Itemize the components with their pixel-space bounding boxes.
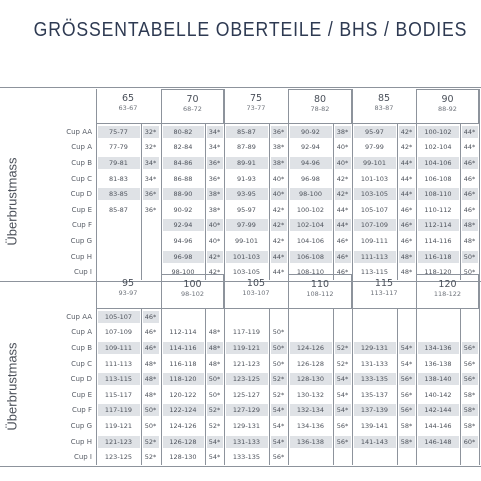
- band-size: 105: [246, 278, 266, 289]
- underbust-range: 78-82: [310, 105, 330, 113]
- overbust-range: 108-110: [424, 190, 452, 199]
- eu-size: 34*: [208, 127, 221, 136]
- cup-label: Cup E: [71, 205, 92, 214]
- overbust-range: 119-121: [104, 422, 133, 430]
- underbust-range: 88-92: [438, 105, 457, 113]
- cup-label: Cup I: [73, 268, 92, 277]
- overbust-range: 106-108: [424, 174, 452, 183]
- overbust-range: 86-88: [173, 174, 193, 183]
- eu-size: 32*: [144, 143, 157, 152]
- cup-label: Cup F: [71, 406, 92, 415]
- overbust-range: 98-100: [171, 268, 195, 277]
- overbust-range: 89-91: [237, 159, 256, 167]
- overbust-range: 87-89: [237, 143, 256, 152]
- overbust-range: 111-113: [104, 359, 133, 368]
- overbust-range: 111-113: [360, 252, 389, 261]
- page-title: GRÖSSENTABELLE OBERTEILE / BHS / BODIES: [33, 18, 468, 41]
- overbust-range: 122-124: [169, 406, 197, 415]
- band-size: 90: [441, 94, 454, 105]
- overbust-range: 94-96: [301, 159, 320, 167]
- eu-size: 44*: [272, 252, 285, 261]
- eu-size: 56*: [272, 453, 285, 462]
- eu-size: 52*: [208, 406, 221, 415]
- eu-size: 54*: [208, 437, 221, 446]
- eu-size: 42*: [208, 252, 221, 261]
- overbust-range: 117-119: [232, 328, 261, 337]
- overbust-range: 113-115: [104, 375, 133, 384]
- overbust-range: 109-111: [104, 344, 133, 352]
- overbust-range: 121-123: [232, 359, 261, 368]
- underbust-range: 83-87: [374, 104, 394, 112]
- eu-size: 54*: [336, 406, 349, 415]
- size-header: [352, 89, 416, 124]
- underbust-range: 68-72: [183, 105, 202, 113]
- eu-size: 44*: [272, 268, 285, 277]
- overbust-range: 117-119: [104, 406, 133, 415]
- overbust-range: 75-77: [109, 127, 128, 136]
- size-header: [224, 274, 288, 309]
- eu-size: 60*: [463, 437, 476, 446]
- eu-size: 52*: [208, 422, 221, 430]
- overbust-range: 101-103: [360, 174, 389, 183]
- eu-size: 48*: [208, 328, 221, 337]
- cup-label: Cup A: [71, 328, 92, 337]
- overbust-range: 90-92: [301, 127, 320, 136]
- eu-size: 36*: [272, 127, 285, 136]
- overbust-range: 128-130: [296, 375, 325, 384]
- overbust-range: 110-112: [424, 205, 452, 214]
- overbust-range: 99-101: [234, 237, 259, 245]
- eu-size: 44*: [463, 143, 476, 152]
- eu-size: 36*: [208, 174, 221, 183]
- cup-label: Cup E: [71, 390, 92, 399]
- overbust-range: 100-102: [296, 205, 325, 214]
- overbust-range: 95-97: [365, 127, 384, 136]
- overbust-range: 107-109: [360, 221, 389, 230]
- overbust-range: 108-110: [296, 268, 325, 277]
- eu-size: 50*: [463, 252, 476, 261]
- eu-size: 48*: [400, 268, 413, 277]
- overbust-range: 101-103: [232, 252, 261, 261]
- overbust-range: 112-114: [424, 221, 452, 230]
- band-size: 75: [249, 93, 263, 104]
- size-header: [416, 89, 479, 124]
- overbust-range: 120-122: [169, 390, 197, 399]
- cup-label: Cup D: [70, 375, 92, 384]
- overbust-range: 124-126: [169, 422, 197, 430]
- eu-size: 56*: [463, 359, 476, 368]
- eu-size: 48*: [208, 359, 221, 368]
- overbust-range: 88-90: [173, 190, 193, 199]
- overbust-range: 96-98: [173, 252, 193, 261]
- eu-size: 50*: [208, 390, 221, 399]
- underbust-range: 103-107: [242, 289, 270, 297]
- size-header: [352, 274, 416, 309]
- overbust-range: 83-85: [109, 190, 128, 199]
- eu-size: 42*: [208, 268, 221, 277]
- band-size: 115: [374, 278, 394, 289]
- eu-size: 58*: [463, 406, 476, 415]
- eu-size: 36*: [144, 205, 157, 214]
- eu-size: 50*: [144, 406, 157, 415]
- table-row: [0, 419, 481, 433]
- overbust-range: 99-101: [362, 159, 387, 167]
- overbust-range: 106-108: [296, 252, 325, 261]
- overbust-range: 128-130: [169, 453, 197, 462]
- overbust-range: 102-104: [296, 221, 325, 230]
- overbust-range: 132-134: [296, 406, 325, 415]
- eu-size: 52*: [272, 375, 285, 384]
- eu-size: 52*: [336, 359, 349, 368]
- table-separator: [0, 87, 481, 88]
- eu-size: 38*: [208, 205, 221, 214]
- band-size: 100: [183, 279, 202, 290]
- eu-size: 44*: [400, 190, 413, 199]
- band-size: 120: [438, 279, 457, 290]
- overbust-range: 107-109: [104, 328, 133, 337]
- eu-size: 46*: [144, 328, 157, 337]
- eu-size: 54*: [272, 406, 285, 415]
- overbust-range: 93-95: [237, 190, 256, 199]
- eu-size: 42*: [272, 205, 285, 214]
- eu-size: 34*: [144, 174, 157, 183]
- eu-size: 46*: [463, 205, 476, 214]
- overbust-range: 105-107: [360, 205, 389, 214]
- eu-size: 50*: [463, 268, 476, 277]
- eu-size: 54*: [400, 359, 413, 368]
- eu-size: 46*: [400, 237, 413, 245]
- band-size: 95: [121, 278, 135, 289]
- overbust-range: 85-87: [237, 127, 256, 136]
- eu-size: 50*: [272, 328, 285, 337]
- eu-size: 36*: [144, 190, 157, 199]
- overbust-range: 133-135: [360, 375, 389, 384]
- eu-size: 40*: [336, 159, 349, 167]
- eu-size: 44*: [336, 221, 349, 230]
- eu-size: 42*: [272, 221, 285, 230]
- cup-label: Cup G: [70, 422, 92, 430]
- eu-size: 56*: [400, 406, 413, 415]
- underbust-range: 98-102: [180, 290, 205, 298]
- overbust-range: 90-92: [173, 205, 193, 214]
- table-bottom-rule: [0, 466, 481, 467]
- table-row: [0, 172, 481, 186]
- overbust-range: 80-82: [173, 127, 193, 136]
- eu-size: 48*: [208, 344, 221, 352]
- overbust-range: 136-138: [424, 359, 452, 368]
- table-row: [0, 325, 481, 339]
- underbust-range: 63-67: [118, 104, 138, 112]
- eu-size: 38*: [272, 143, 285, 152]
- eu-size: 40*: [336, 143, 349, 152]
- overbust-range: 131-133: [360, 359, 389, 368]
- cup-label: Cup I: [73, 453, 92, 462]
- eu-size: 56*: [400, 390, 413, 399]
- cup-label: Cup A: [71, 143, 92, 152]
- overbust-range: 105-107: [104, 312, 133, 321]
- overbust-range: 126-128: [296, 359, 325, 368]
- eu-size: 42*: [400, 127, 413, 136]
- table-row: [0, 450, 481, 464]
- eu-size: 38*: [336, 127, 349, 136]
- cup-label: Cup AA: [66, 127, 92, 136]
- eu-size: 52*: [144, 453, 157, 462]
- overbust-range: 135-137: [360, 390, 389, 399]
- eu-size: 58*: [463, 390, 476, 399]
- size-header: [96, 89, 160, 124]
- table-row: [0, 435, 481, 449]
- cup-label: Cup B: [71, 159, 92, 167]
- eu-size: 56*: [336, 422, 349, 430]
- table-row: [0, 187, 481, 201]
- cup-label: Cup C: [71, 359, 92, 368]
- cup-label: Cup AA: [66, 312, 92, 321]
- eu-size: 48*: [144, 359, 157, 368]
- eu-size: 54*: [336, 375, 349, 384]
- overbust-range: 102-104: [424, 143, 452, 152]
- eu-size: 46*: [400, 205, 413, 214]
- overbust-range: 142-144: [424, 406, 452, 415]
- eu-size: 52*: [144, 437, 157, 446]
- overbust-range: 77-79: [109, 143, 128, 152]
- overbust-range: 116-118: [169, 359, 197, 368]
- table-row: [0, 310, 481, 324]
- eu-size: 42*: [336, 174, 349, 183]
- overbust-range: 79-81: [109, 159, 128, 167]
- table-row: [0, 403, 481, 417]
- eu-size: 54*: [272, 422, 285, 430]
- eu-size: 38*: [208, 190, 221, 199]
- overbust-range: 115-117: [104, 390, 133, 399]
- overbust-range: 116-118: [424, 252, 452, 261]
- table-row: [0, 140, 481, 154]
- overbust-range: 146-148: [424, 437, 452, 446]
- overbust-range: 114-116: [169, 344, 197, 352]
- overbust-range: 112-114: [169, 328, 197, 337]
- eu-size: 46*: [400, 221, 413, 230]
- overbust-range: 123-125: [232, 375, 261, 384]
- cup-label: Cup B: [71, 344, 92, 352]
- overbust-range: 96-98: [301, 174, 320, 183]
- eu-size: 44*: [400, 159, 413, 167]
- eu-size: 50*: [208, 375, 221, 384]
- cup-label: Cup G: [70, 237, 92, 245]
- band-size: 85: [377, 93, 391, 104]
- eu-size: 56*: [336, 437, 349, 446]
- table-row: [0, 372, 481, 386]
- underbust-range: 118-122: [433, 290, 462, 298]
- overbust-range: 98-100: [298, 190, 323, 199]
- eu-size: 46*: [144, 312, 157, 321]
- size-header: [288, 89, 352, 124]
- eu-size: 46*: [463, 190, 476, 199]
- cup-label: Cup H: [70, 437, 92, 446]
- overbust-range: 131-133: [232, 437, 261, 446]
- overbust-range: 141-143: [360, 437, 389, 446]
- eu-size: 46*: [463, 159, 476, 167]
- eu-size: 44*: [463, 127, 476, 136]
- size-header: [416, 274, 479, 309]
- table-row: [0, 341, 481, 355]
- eu-size: 52*: [336, 344, 349, 352]
- eu-size: 36*: [208, 159, 221, 167]
- eu-size: 50*: [272, 344, 285, 352]
- cup-label: Cup H: [70, 252, 92, 261]
- side-label: Überbrustmass: [4, 342, 20, 431]
- overbust-range: 103-105: [360, 190, 389, 199]
- overbust-range: 97-99: [365, 143, 384, 152]
- eu-size: 50*: [272, 359, 285, 368]
- table-row: [0, 125, 481, 139]
- overbust-range: 109-111: [360, 237, 389, 245]
- overbust-range: 130-132: [296, 390, 325, 399]
- eu-size: 54*: [336, 390, 349, 399]
- eu-size: 48*: [463, 221, 476, 230]
- cup-label: Cup F: [71, 221, 92, 230]
- side-label: Überbrustmass: [4, 157, 20, 246]
- eu-size: 42*: [272, 237, 285, 245]
- size-header: [161, 89, 224, 124]
- eu-size: 48*: [144, 390, 157, 399]
- eu-size: 44*: [400, 174, 413, 183]
- table-row: [0, 357, 481, 371]
- table-row: [0, 250, 481, 264]
- overbust-range: 137-139: [360, 406, 389, 415]
- band-size: 70: [186, 94, 199, 105]
- overbust-range: 134-136: [424, 344, 452, 352]
- overbust-range: 119-121: [232, 344, 261, 352]
- overbust-range: 113-115: [360, 268, 389, 277]
- overbust-range: 125-127: [232, 390, 261, 399]
- eu-size: 42*: [336, 190, 349, 199]
- overbust-range: 144-146: [424, 422, 452, 430]
- overbust-range: 95-97: [237, 205, 256, 214]
- eu-size: 40*: [208, 237, 221, 245]
- eu-size: 50*: [144, 422, 157, 430]
- overbust-range: 81-83: [109, 174, 128, 183]
- overbust-range: 136-138: [296, 437, 325, 446]
- cup-label: Cup C: [71, 174, 92, 183]
- overbust-range: 82-84: [173, 143, 193, 152]
- overbust-range: 127-129: [232, 406, 261, 415]
- overbust-range: 129-131: [360, 344, 389, 352]
- underbust-range: 93-97: [118, 289, 138, 297]
- overbust-range: 92-94: [173, 221, 193, 230]
- overbust-range: 129-131: [232, 422, 261, 430]
- underbust-range: 113-117: [370, 289, 398, 297]
- table-row: [0, 156, 481, 170]
- overbust-range: 124-126: [296, 344, 325, 352]
- band-size: 110: [310, 279, 330, 290]
- overbust-range: 138-140: [424, 375, 452, 384]
- size-header: [161, 274, 224, 309]
- size-header: [224, 89, 288, 124]
- eu-size: 46*: [463, 174, 476, 183]
- eu-size: 58*: [400, 437, 413, 446]
- eu-size: 48*: [463, 237, 476, 245]
- band-size: 65: [121, 93, 135, 104]
- table-row: [0, 203, 481, 217]
- overbust-range: 104-106: [296, 237, 325, 245]
- table-row: [0, 388, 481, 402]
- eu-size: 38*: [272, 159, 285, 167]
- table-row: [0, 218, 481, 232]
- underbust-range: 108-112: [306, 290, 334, 298]
- band-size: 80: [313, 94, 327, 105]
- eu-size: 48*: [400, 252, 413, 261]
- eu-size: 56*: [463, 344, 476, 352]
- eu-size: 40*: [272, 190, 285, 199]
- overbust-range: 114-116: [424, 237, 452, 245]
- eu-size: 46*: [336, 237, 349, 245]
- eu-size: 34*: [208, 143, 221, 152]
- eu-size: 48*: [144, 375, 157, 384]
- eu-size: 46*: [144, 344, 157, 352]
- overbust-range: 121-123: [104, 437, 133, 446]
- size-header: [96, 274, 160, 309]
- table-row: [0, 234, 481, 248]
- overbust-range: 118-120: [424, 268, 452, 277]
- overbust-range: 126-128: [169, 437, 197, 446]
- cup-label: Cup D: [70, 190, 92, 199]
- size-header: [288, 274, 352, 309]
- overbust-range: 100-102: [424, 127, 452, 136]
- overbust-range: 139-141: [360, 422, 389, 430]
- eu-size: 40*: [272, 174, 285, 183]
- eu-size: 40*: [208, 221, 221, 230]
- eu-size: 54*: [208, 453, 221, 462]
- eu-size: 32*: [144, 127, 157, 136]
- eu-size: 34*: [144, 159, 157, 167]
- overbust-range: 103-105: [232, 268, 261, 277]
- eu-size: 54*: [272, 437, 285, 446]
- overbust-range: 104-106: [424, 159, 452, 167]
- overbust-range: 94-96: [173, 237, 193, 245]
- eu-size: 54*: [400, 344, 413, 352]
- overbust-range: 133-135: [232, 453, 261, 462]
- overbust-range: 118-120: [169, 375, 197, 384]
- overbust-range: 140-142: [424, 390, 452, 399]
- overbust-range: 85-87: [109, 205, 128, 214]
- eu-size: 58*: [400, 422, 413, 430]
- eu-size: 42*: [400, 143, 413, 152]
- overbust-range: 91-93: [237, 174, 256, 183]
- overbust-range: 92-94: [301, 143, 320, 152]
- eu-size: 56*: [400, 375, 413, 384]
- overbust-range: 134-136: [296, 422, 325, 430]
- eu-size: 58*: [463, 422, 476, 430]
- underbust-range: 73-77: [246, 104, 266, 112]
- overbust-range: 97-99: [237, 221, 256, 230]
- eu-size: 46*: [336, 268, 349, 277]
- eu-size: 56*: [463, 375, 476, 384]
- eu-size: 46*: [336, 252, 349, 261]
- overbust-range: 84-86: [173, 159, 193, 167]
- eu-size: 52*: [272, 390, 285, 399]
- eu-size: 44*: [336, 205, 349, 214]
- overbust-range: 123-125: [104, 453, 133, 462]
